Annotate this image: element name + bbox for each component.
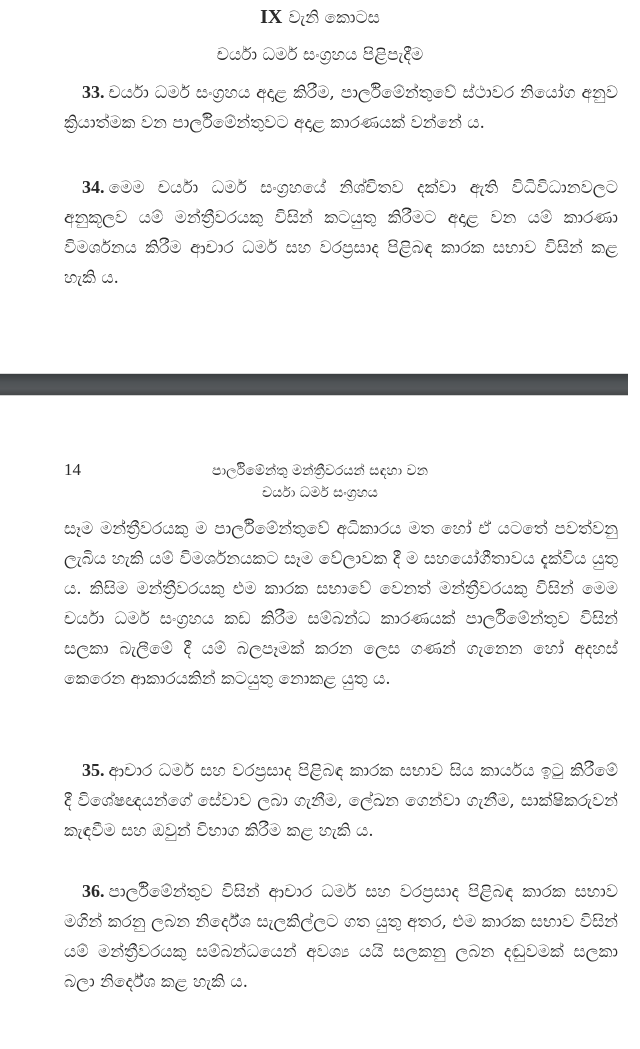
- page-number: 14: [64, 460, 81, 479]
- paragraph-number: 33.: [82, 82, 105, 102]
- part-heading-text: වැනි කොටස: [288, 8, 380, 28]
- paragraph-number: 35.: [82, 760, 105, 780]
- paragraph-number: 34.: [82, 177, 105, 197]
- running-title-line-1: පාර්ලිමේන්තු මන්ත්‍රීවරයන් සඳහා වන: [212, 463, 428, 479]
- paragraph-text: මෙම චර්යා ධර්ම සංග්‍රහයේ නිශ්චිතව දක්වා ඇති විධිවිධානවලට අනුකූලව යම් මන්ත්‍රීවරයකු විසින් කටයුතු කිරීමට අදාළ වන යම් කාරණා විමර්ශනය කිරීම ආචාර ධර්ම සහ වරප්‍රසාද පිළිබඳ කාරක සභාව විසින් කළ හැකි ය.: [64, 178, 618, 288]
- paragraph-36: [64, 876, 618, 997]
- paragraph-33: [64, 77, 618, 138]
- paragraph-text: චර්යා ධර්ම සංග්‍රහය අදාළ කිරීම, පාර්ලිමේන්තුවේ ස්ථාවර නියෝග අනුව ක්‍රියාත්මක වන පාර්ලිමේන්තුවට අදාළ කාරණයක් වන්නේ ය.: [64, 83, 618, 133]
- paragraph-35: [64, 755, 618, 846]
- section-title: චර්යා ධර්ම සංග්‍රහය පිළිපැදීම: [216, 45, 424, 65]
- paragraph-number: 36.: [82, 881, 105, 901]
- document-page-top: [0, 0, 640, 374]
- page-divider-bar: [0, 374, 628, 395]
- running-title-line-2: චර්යා ධර්ම සංග්‍රහය: [262, 485, 378, 501]
- paragraph-34: [64, 172, 618, 293]
- continued-paragraph: සෑම මන්ත්‍රීවරයකු ම පාර්ලිමේන්තුවේ අධිකාරය මත හෝ ඒ යටතේ පවත්වනු ලැබිය හැකි යම් විමර්ශනයකට සෑම වේලාවක දී ම සහයෝගීතාවය දැක්විය යුතු ය. කිසිම මන්ත්‍රීවරයකු එම කාරක සභාවේ වෙනත් මන්ත්‍රීවරයකු විසින් මෙම චර්යා ධර්ම සංග්‍රහය කඩ කිරීම සම්බන්ධ කාරණයක් පාර්ලිමේන්තුව විසින් සලකා බැලීමේ දී යම් බලපෑමක් කරන ලෙස ගණන් ගැනෙන හෝ අදහස් කෙරෙන ආකාරයකින් කටයුතු නොකළ යුතු ය.: [64, 519, 618, 689]
- part-number: IX: [260, 6, 283, 28]
- running-title: [0, 460, 640, 504]
- part-heading: [0, 6, 640, 29]
- paragraph-text: ආචාර ධර්ම සහ වරප්‍රසාද පිළිබඳ කාරක සභාව සිය කාර්යය ඉටු කිරීමේ දී විශේෂඥයන්ගේ සේවාව ලබා ගැනීම, ලේඛන ගෙන්වා ගැනීම, සාක්ෂිකරුවන් කැඳවීම සහ ඔවුන් විභාග කිරීම කළ හැකි ය.: [64, 761, 618, 841]
- paragraph-text: පාර්ලිමේන්තුව විසින් ආචාර ධර්ම සහ වරප්‍රසාද පිළිබඳ කාරක සභාව මගින් කරනු ලබන නිර්දේශ සැලකිල්ලට ගත යුතු අතර, එම කාරක සභාව විසින් යම් මන්ත්‍රීවරයකු සම්බන්ධයෙන් අවශ්‍ය යයි සලකනු ලබන දඬුවමක් සලකා බලා නිර්දේශ කළ හැකි ය.: [64, 882, 618, 992]
